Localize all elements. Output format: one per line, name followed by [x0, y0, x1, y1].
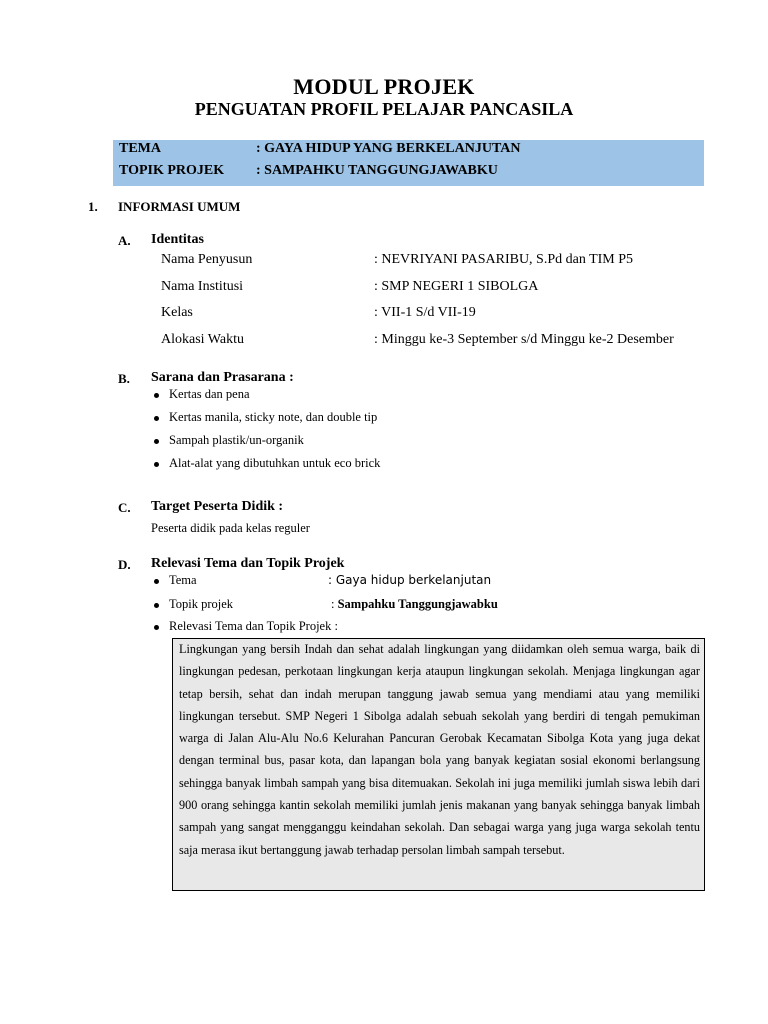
document-subtitle: PENGUATAN PROFIL PELAJAR PANCASILA	[194, 99, 574, 119]
identitas-row-value: : Minggu ke-3 September s/d Minggu ke-2 Desember	[374, 332, 674, 347]
list-item: Alat-alat yang dibutuhkan untuk eco brick	[169, 456, 381, 470]
relevasi-topik-text: Sampahku Tanggungjawabku	[337, 597, 498, 611]
relevasi-letter: D.	[118, 557, 131, 572]
bullet-icon	[154, 439, 159, 444]
target-text: Peserta didik pada kelas reguler	[151, 521, 310, 535]
document-title: MODUL PROJEK	[293, 74, 475, 99]
relevasi-tema-value: : Gaya hidup berkelanjutan	[328, 573, 492, 587]
bullet-icon	[154, 603, 159, 608]
relevasi-topik-colon: :	[331, 597, 338, 611]
sarana-letter: B.	[118, 371, 130, 386]
list-item: Kertas manila, sticky note, dan double tip	[169, 410, 378, 424]
bullet-icon	[154, 416, 159, 421]
bullet-icon	[154, 579, 159, 584]
tema-label: TEMA	[119, 141, 161, 156]
identitas-row-value: : SMP NEGERI 1 SIBOLGA	[374, 279, 539, 294]
identitas-row-value: : VII-1 S/d VII-19	[374, 305, 476, 320]
tema-value: : GAYA HIDUP YANG BERKELANJUTAN	[256, 141, 521, 156]
topik-label: TOPIK PROJEK	[119, 163, 225, 178]
identitas-row-label: Alokasi Waktu	[161, 332, 244, 347]
bullet-icon	[154, 625, 159, 630]
identitas-row-label: Kelas	[161, 305, 193, 320]
identitas-title: Identitas	[151, 232, 204, 247]
target-title: Target Peserta Didik :	[151, 499, 284, 514]
relevasi-tema-label: Tema	[169, 573, 197, 587]
relevasi-topik-label: Topik projek	[169, 597, 234, 611]
identitas-letter: A.	[118, 233, 131, 248]
identitas-row-label: Nama Institusi	[161, 279, 244, 294]
bullet-icon	[154, 393, 159, 398]
sarana-title: Sarana dan Prasarana :	[151, 370, 294, 385]
relevasi-paragraph-box	[172, 638, 705, 891]
list-item: Kertas dan pena	[169, 387, 250, 401]
identitas-row-value: : NEVRIYANI PASARIBU, S.Pd dan TIM P5	[374, 252, 634, 267]
identitas-row-label: Nama Penyusun	[161, 252, 253, 267]
section-title: INFORMASI UMUM	[118, 199, 241, 214]
relevasi-title: Relevasi Tema dan Topik Projek	[151, 556, 345, 571]
target-letter: C.	[118, 500, 131, 515]
bullet-icon	[154, 462, 159, 467]
relevasi-paragraph: Lingkungan yang bersih Indah dan sehat adalah lingkungan yang diidamkan oleh semua warga, baik di lingkungan pedesan, perkotaan lingkungan kerja ataupun lingkungan sekolah. Menjaga lingkungan agar tetap bersih, sehat dan indah merupan tanggung jawab semua yang mendiami atau yang memiliki lingkungan tersebut. SMP Negeri 1 Sibolga adalah sebuah sekolah yang berdiri di tengah pemukiman warga di Jalan Alu-Alu No.6 Kelurahan Pancuran Gerobak Kecamatan Sibolga Kota yang juga dekat dengan terminal bus, pasar kota, dan lapangan bola yang banyak kegiatan sosial ekonomi berlangsung sehingga banyak limbah sampah yang bisa ditemuakan. Sekolah ini juga memiliki jumlah siswa lebih dari 900 orang sehingga kantin sekolah memiliki jumlah jenis makanan yang banyak sehingga banyak limbah sampah yang sangat mengganggu keindahan sekolah. Dan sebagai warga yang juga warga sekolah tentu saja merasa ikut bertanggung jawab terhadap persolan limbah sampah tersebut.	[179, 642, 700, 857]
theme-box	[113, 140, 704, 186]
section-number: 1.	[88, 199, 98, 214]
relevasi-label: Relevasi Tema dan Topik Projek :	[169, 619, 338, 633]
list-item: Sampah plastik/un-organik	[169, 433, 304, 447]
topik-value: : SAMPAHKU TANGGUNGJAWABKU	[256, 163, 498, 178]
relevasi-topik-value	[331, 597, 498, 612]
